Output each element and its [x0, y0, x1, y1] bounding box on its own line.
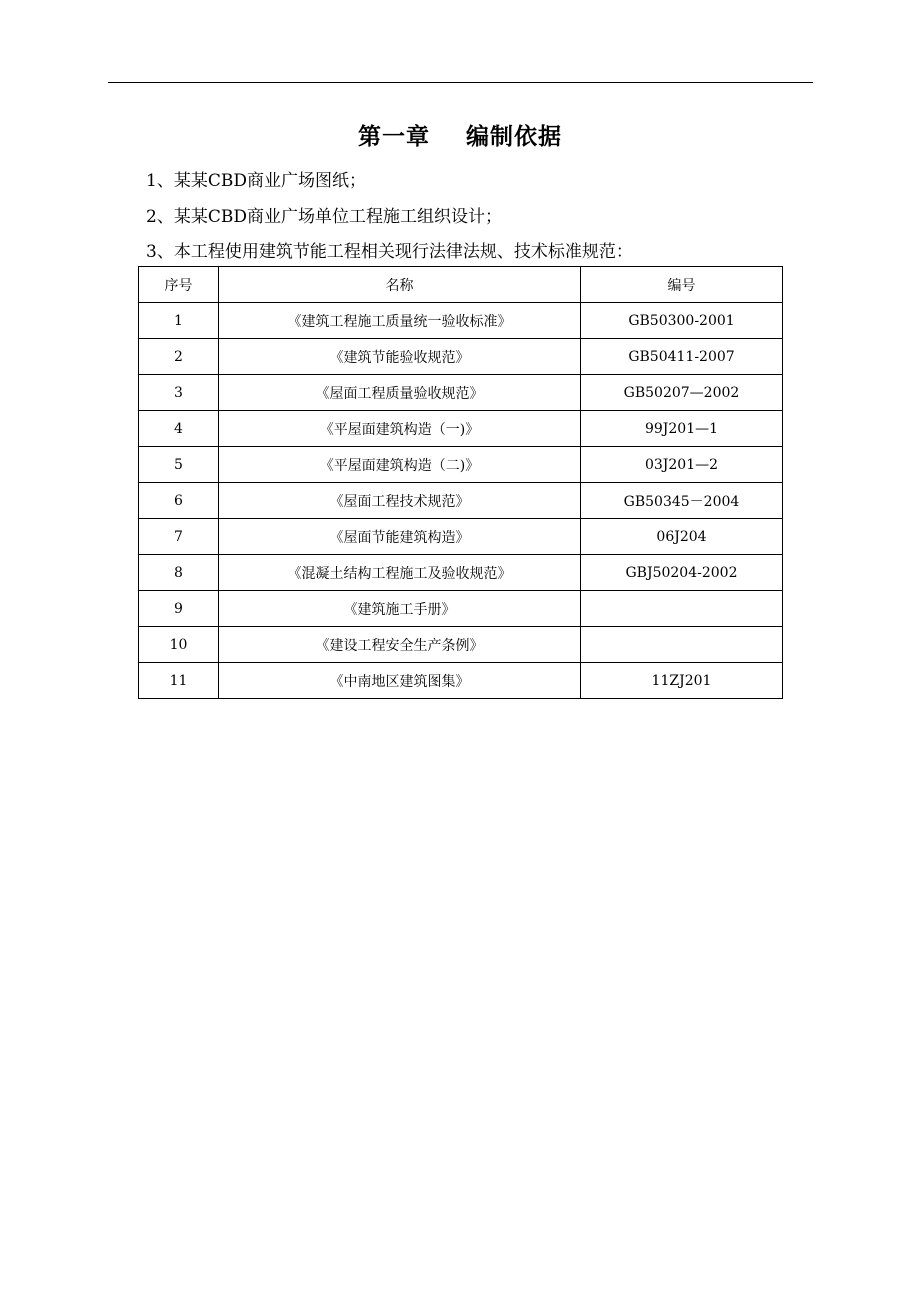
- basis-item-2: 2、某某CBD商业广场单位工程施工组织设计；: [146, 207, 502, 227]
- row-code: GB50300-2001: [581, 303, 783, 339]
- row-serial-number: 5: [139, 447, 219, 483]
- header-code: 编号: [581, 267, 783, 303]
- row-code: GBJ50204-2002: [581, 555, 783, 591]
- standards-table: [138, 266, 783, 699]
- row-serial-number: 11: [139, 663, 219, 699]
- row-serial-number: 9: [139, 591, 219, 627]
- chapter-title: 第一章 编制依据: [357, 123, 563, 150]
- header-rule: [108, 82, 813, 83]
- row-serial-number: 10: [139, 627, 219, 663]
- row-code: [581, 591, 783, 627]
- row-name: 《中南地区建筑图集》: [219, 663, 581, 699]
- table-row: [139, 483, 783, 519]
- table-row: [139, 303, 783, 339]
- basis-item-1: 1、某某CBD商业广场图纸；: [146, 171, 366, 191]
- row-name: 《平屋面建筑构造（二)》: [219, 447, 581, 483]
- row-code: GB50411-2007: [581, 339, 783, 375]
- table-row: [139, 627, 783, 663]
- row-name: 《屋面工程质量验收规范》: [219, 375, 581, 411]
- row-serial-number: 7: [139, 519, 219, 555]
- row-code: GB50207—2002: [581, 375, 783, 411]
- table-row: [139, 411, 783, 447]
- row-code: 06J204: [581, 519, 783, 555]
- table-row: [139, 555, 783, 591]
- row-serial-number: 3: [139, 375, 219, 411]
- row-serial-number: 2: [139, 339, 219, 375]
- row-code: 11ZJ201: [581, 663, 783, 699]
- row-code: GB50345－2004: [581, 483, 783, 519]
- row-serial-number: 1: [139, 303, 219, 339]
- row-name: 《建筑施工手册》: [219, 591, 581, 627]
- row-name: 《建筑节能验收规范》: [219, 339, 581, 375]
- row-code: [581, 627, 783, 663]
- row-serial-number: 6: [139, 483, 219, 519]
- table-row: [139, 447, 783, 483]
- row-serial-number: 4: [139, 411, 219, 447]
- table-row: [139, 663, 783, 699]
- row-name: 《建设工程安全生产条例》: [219, 627, 581, 663]
- row-code: 03J201—2: [581, 447, 783, 483]
- table-header-row: [139, 267, 783, 303]
- row-serial-number: 8: [139, 555, 219, 591]
- row-name: 《屋面工程技术规范》: [219, 483, 581, 519]
- row-name: 《屋面节能建筑构造》: [219, 519, 581, 555]
- row-name: 《建筑工程施工质量统一验收标准》: [219, 303, 581, 339]
- header-name: 名称: [219, 267, 581, 303]
- row-name: 《混凝土结构工程施工及验收规范》: [219, 555, 581, 591]
- header-serial-number: 序号: [139, 267, 219, 303]
- row-name: 《平屋面建筑构造（一)》: [219, 411, 581, 447]
- table-row: [139, 519, 783, 555]
- table-row: [139, 591, 783, 627]
- row-code: 99J201—1: [581, 411, 783, 447]
- table-row: [139, 339, 783, 375]
- basis-item-3: 3、本工程使用建筑节能工程相关现行法律法规、技术标准规范：: [146, 242, 633, 262]
- table-row: [139, 375, 783, 411]
